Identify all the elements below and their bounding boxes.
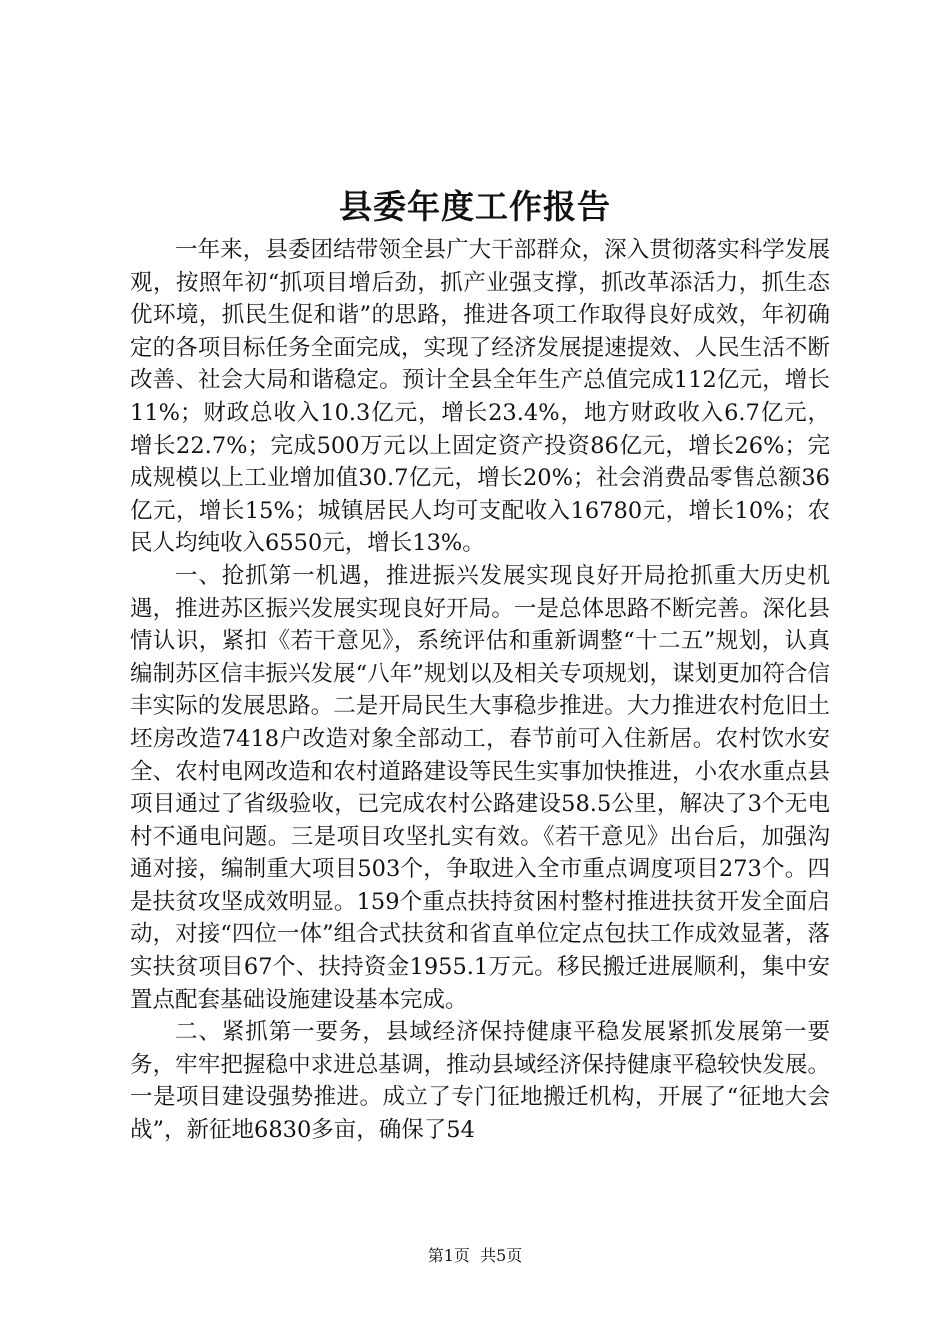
document-body <box>130 234 830 1147</box>
page-number: 第1页 <box>427 1246 470 1265</box>
document-title: 县委年度工作报告 <box>339 187 611 226</box>
paragraph-section-two: 二、紧抓第一要务，县域经济保持健康平稳发展紧抓发展第一要务，牢牢把握稳中求进总基调，推动县域经济保持健康平稳较快发展。一是项目建设强势推进。成立了专门征地搬迁机构，开展了“征地大会战”，新征地6830多亩，确保了54 <box>130 1019 830 1144</box>
page-total: 共5页 <box>480 1246 523 1265</box>
paragraph-section-one: 一、抢抓第一机遇，推进振兴发展实现良好开局抢抓重大历史机遇，推进苏区振兴发展实现良好开局。一是总体思路不断完善。深化县情认识，紧扣《若干意见》，系统评估和重新调整“十二五”规划，认真编制苏区信丰振兴发展“八年”规划以及相关专项规划，谋划更加符合信丰实际的发展思路。二是开局民生大事稳步推进。大力推进农村危旧土坯房改造7418户改造对象全部动工，春节前可入住新居。农村饮水安全、农村电网改造和农村道路建设等民生实事加快推进，小农水重点县项目通过了省级验收，已完成农村公路建设58.5公里，解决了3个无电村不通电问题。三是项目攻坚扎实有效。《若干意见》出台后，加强沟通对接，编制重大项目503个，争取进入全市重点调度项目273个。四是扶贫攻坚成效明显。159个重点扶持贫困村整村推进扶贫开发全面启动，对接“四位一体”组合式扶贫和省直单位定点包扶工作成效显著，落实扶贫项目67个、扶持资金1955.1万元。移民搬迁进展顺利，集中安置点配套基础设施建设基本完成。 <box>130 562 830 1013</box>
paragraph-intro: 一年来，县委团结带领全县广大干部群众，深入贯彻落实科学发展观，按照年初“抓项目增后劲，抓产业强支撑，抓改革添活力，抓生态优环境，抓民生促和谐”的思路，推进各项工作取得良好成效，年初确定的各项目标任务全面完成，实现了经济发展提速提效、人民生活不断改善、社会大局和谐稳定。预计全县全年生产总值完成112亿元，增长11%；财政总收入10.3亿元，增长23.4%，地方财政收入6.7亿元，增长22.7%；完成500万元以上固定资产投资86亿元，增长26%；完成规模以上工业增加值30.7亿元，增长20%；社会消费品零售总额36亿元，增长15%；城镇居民人均可支配收入16780元，增长10%；农民人均纯收入6550元，增长13%。 <box>130 237 830 557</box>
page-footer <box>0 1245 950 1267</box>
